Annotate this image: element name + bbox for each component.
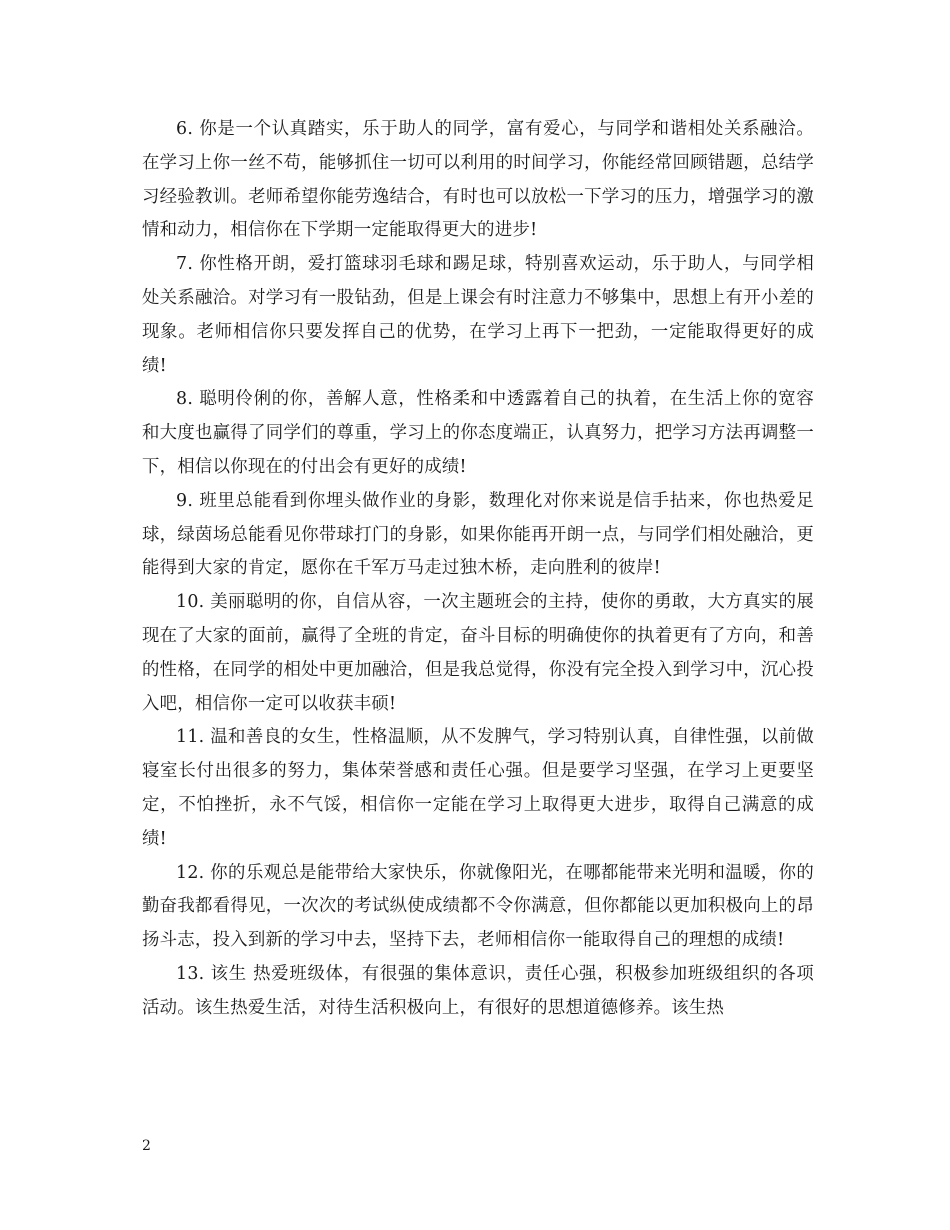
paragraph-6: 6. 你是一个认真踏实，乐于助人的同学，富有爱心，与同学和谐相处关系融洽。在学习上你一丝不苟，能够抓住一切可以利用的时间学习，你能经常回顾错题，总结学习经验教训。老师希望你能劳逸结合，有时也可以放松一下学习的压力，增强学习的激情和动力，相信你在下学期一定能取得更大的进步! xyxy=(142,119,814,241)
paragraph-7: 7. 你性格开朗，爱打篮球羽毛球和踢足球，特别喜欢运动，乐于助人，与同学相处关系融洽。对学习有一股钻劲，但是上课会有时注意力不够集中，思想上有开小差的现象。老师相信你只要发挥自己的优势，在学习上再下一把劲，一定能取得更好的成绩! xyxy=(142,254,814,376)
page-body xyxy=(142,113,814,1026)
paragraph-10: 10. 美丽聪明的你，自信从容，一次主题班会的主持，使你的勇敢，大方真实的展现在了大家的面前，赢得了全班的肯定，奋斗目标的明确使你的执着更有了方向，和善的性格，在同学的相处中更加融洽，但是我总觉得，你没有完全投入到学习中，沉心投入吧，相信你一定可以收获丰硕! xyxy=(142,592,814,714)
paragraph-13: 13. 该生 热爱班级体，有很强的集体意识，责任心强，积极参加班级组织的各项活动。该生热爱生活，对待生活积极向上，有很好的思想道德修养。该生热 xyxy=(142,963,814,1018)
page-number: 2 xyxy=(142,1138,151,1154)
paragraph-8: 8. 聪明伶俐的你，善解人意，性格柔和中透露着自己的执着，在生活上你的宽容和大度也赢得了同学们的尊重，学习上的你态度端正，认真努力，把学习方法再调整一下，相信以你现在的付出会有更好的成绩! xyxy=(142,389,814,477)
paragraph-11: 11. 温和善良的女生，性格温顺，从不发脾气，学习特别认真，自律性强，以前做寝室长付出很多的努力，集体荣誉感和责任心强。但是要学习坚强，在学习上更要坚定，不怕挫折，永不气馁，相信你一定能在学习上取得更大进步，取得自己满意的成绩! xyxy=(142,727,814,849)
paragraph-12: 12. 你的乐观总是能带给大家快乐，你就像阳光，在哪都能带来光明和温暖，你的勤奋我都看得见，一次次的考试纵使成绩都不令你满意，但你都能以更加积极向上的昂扬斗志，投入到新的学习中去，坚持下去，老师相信你一能取得自己的理想的成绩! xyxy=(142,862,814,951)
paragraph-9: 9. 班里总能看到你埋头做作业的身影，数理化对你来说是信手拈来，你也热爱足球，绿茵场总能看见你带球打门的身影，如果你能再开朗一点，与同学们相处融洽，更能得到大家的肯定，愿你在千军万马走过独木桥，走向胜利的彼岸! xyxy=(142,490,814,579)
